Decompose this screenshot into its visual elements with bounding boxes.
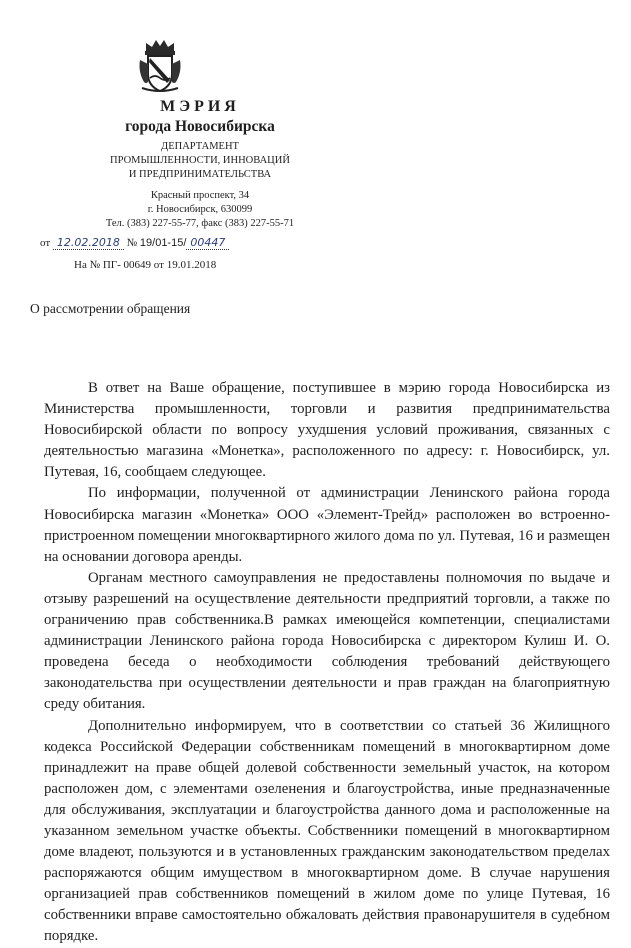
outgoing-number-handwritten: 00447 [190, 236, 226, 249]
number-prefix: № [126, 237, 138, 249]
outgoing-number: 19/01-15/ [139, 237, 187, 249]
department-line: ДЕПАРТАМЕНТ [161, 141, 239, 152]
reference-number: На № ПГ- 00649 от [74, 259, 164, 271]
paragraph: Дополнительно информируем, что в соответствии со статьей 36 Жилищного кодекса Российской Федерации собственникам помещений в многоквартирном доме принадлежит на праве общей долевой собственности земельный участок, на котором расположен дом, с элементами озеленения и благоустройства, иные предназначенные для обслуживания, эксплуатации и благоустройства данного дома и расположенные на указанном земельном участке объекты. Собственники помещений в многоквартирном доме владеют, пользуются и в установленных гражданским законодательством пределах распоряжаются общим имуществом в многоквартирном доме. В случае нарушения организацией прав собственников помещений в жилом доме по улице Путевая, 16 собственники вправе самостоятельно обжаловать действия правонарушителя в судебном порядке. [44, 717, 610, 945]
paragraph: Органам местного самоуправления не предоставлены полномочия по выдаче и отзыву разрешений на осуществление деятельности предприятий торговли, а также по ограничению прав собственника.В рамках имеющейся компетенции, специалистами администрации Ленинского района города Новосибирска с директором Кулиш И. О. проведена беседа о необходимости соблюдения требований действующего законодательства при осуществлении деятельности и прав граждан на благоприятную среду обитания. [44, 569, 610, 713]
paragraph: По информации, полученной от администрации Ленинского района города Новосибирска магазин «Монетка» ООО «Элемент-Трейд» расположен во встроенно-пристроенном помещении многоквартирного жилого дома по ул. Путевая, 16 и размещен на основании договора аренды. [44, 485, 610, 565]
date-prefix: от [40, 237, 51, 249]
outgoing-registration [40, 236, 229, 250]
organization-city: города Новосибирска [125, 118, 275, 135]
address-line: г. Новосибирск, 630099 [147, 204, 253, 215]
department-address [50, 189, 350, 231]
paragraph: В ответ на Ваше обращение, поступившее в мэрию города Новосибирска из Министерства промышленности, торговли и развития предпринимательства Новосибирской области по вопросу ухудшения условий проживания, связанных с деятельностью магазина «Монетка», расположенного по адресу: г. Новосибирск, ул. Путевая, 16, сообщаем следующее. [44, 380, 610, 481]
organization-title: МЭРИЯ [160, 98, 240, 115]
address-line: Красный проспект, 34 [150, 190, 250, 201]
outgoing-date: 12.02.2018 [56, 236, 120, 249]
reference-date: 19.01.2018 [166, 259, 217, 271]
coat-of-arms-icon [136, 38, 184, 94]
contact-line: Тел. (383) 227-55-77, факс (383) 227-55-71 [105, 218, 295, 229]
letter-subject: О рассмотрении обращения [30, 301, 191, 316]
department-name [50, 140, 350, 182]
department-line: И ПРЕДПРИНИМАТЕЛЬСТВА [128, 169, 272, 180]
letter-body [44, 378, 610, 948]
incoming-reference [74, 259, 216, 271]
department-line: ПРОМЫШЛЕННОСТИ, ИННОВАЦИЙ [110, 155, 290, 166]
